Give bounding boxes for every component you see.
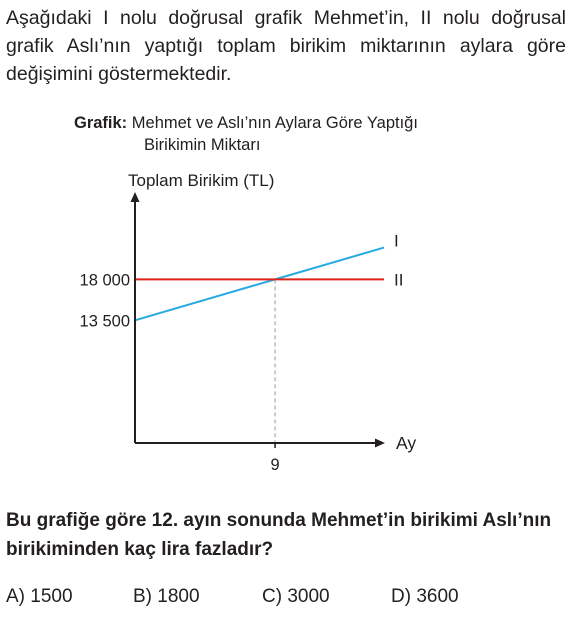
caption-line1: Mehmet ve Aslı’nın Aylara Göre Yaptığı bbox=[131, 114, 418, 132]
option-b-letter: B) bbox=[133, 586, 152, 607]
caption-label: Grafik: bbox=[74, 114, 128, 132]
option-b[interactable] bbox=[133, 586, 200, 608]
option-d[interactable] bbox=[391, 586, 459, 608]
option-d-value: 3600 bbox=[416, 586, 459, 607]
y-tick-label: 13 500 bbox=[79, 312, 130, 331]
caption-line2: Birikimin Miktarı bbox=[144, 136, 261, 154]
intro-text: Aşağıdaki I nolu doğrusal grafik Mehmet’in, II nolu doğrusal grafik Aslı’nın yaptığı toplam birikim miktarının aylara göre değişimini göstermektedir. bbox=[6, 7, 566, 85]
series-label-1: I bbox=[394, 231, 399, 251]
series-line-1 bbox=[135, 248, 384, 321]
option-b-value: 1800 bbox=[157, 586, 200, 607]
option-a-value: 1500 bbox=[30, 586, 73, 607]
option-a[interactable] bbox=[6, 586, 73, 608]
option-c-letter: C) bbox=[262, 586, 283, 607]
y-tick-label: 18 000 bbox=[79, 271, 130, 290]
option-c[interactable] bbox=[262, 586, 330, 608]
option-c-value: 3000 bbox=[287, 586, 330, 607]
x-tick-label: 9 bbox=[270, 456, 280, 474]
x-axis-arrow bbox=[375, 439, 385, 448]
question-text: Bu grafiğe göre 12. ayın sonunda Mehmet’in birikimi Aslı’nın birikiminden kaç lira fazladır? bbox=[6, 510, 552, 560]
answer-options bbox=[6, 586, 566, 616]
x-axis-label: Ay bbox=[396, 433, 417, 453]
y-axis-arrow bbox=[131, 192, 140, 202]
series-label-2: II bbox=[394, 270, 404, 290]
y-axis-label: Toplam Birikim (TL) bbox=[128, 171, 275, 190]
option-a-letter: A) bbox=[6, 586, 25, 607]
option-d-letter: D) bbox=[391, 586, 412, 607]
